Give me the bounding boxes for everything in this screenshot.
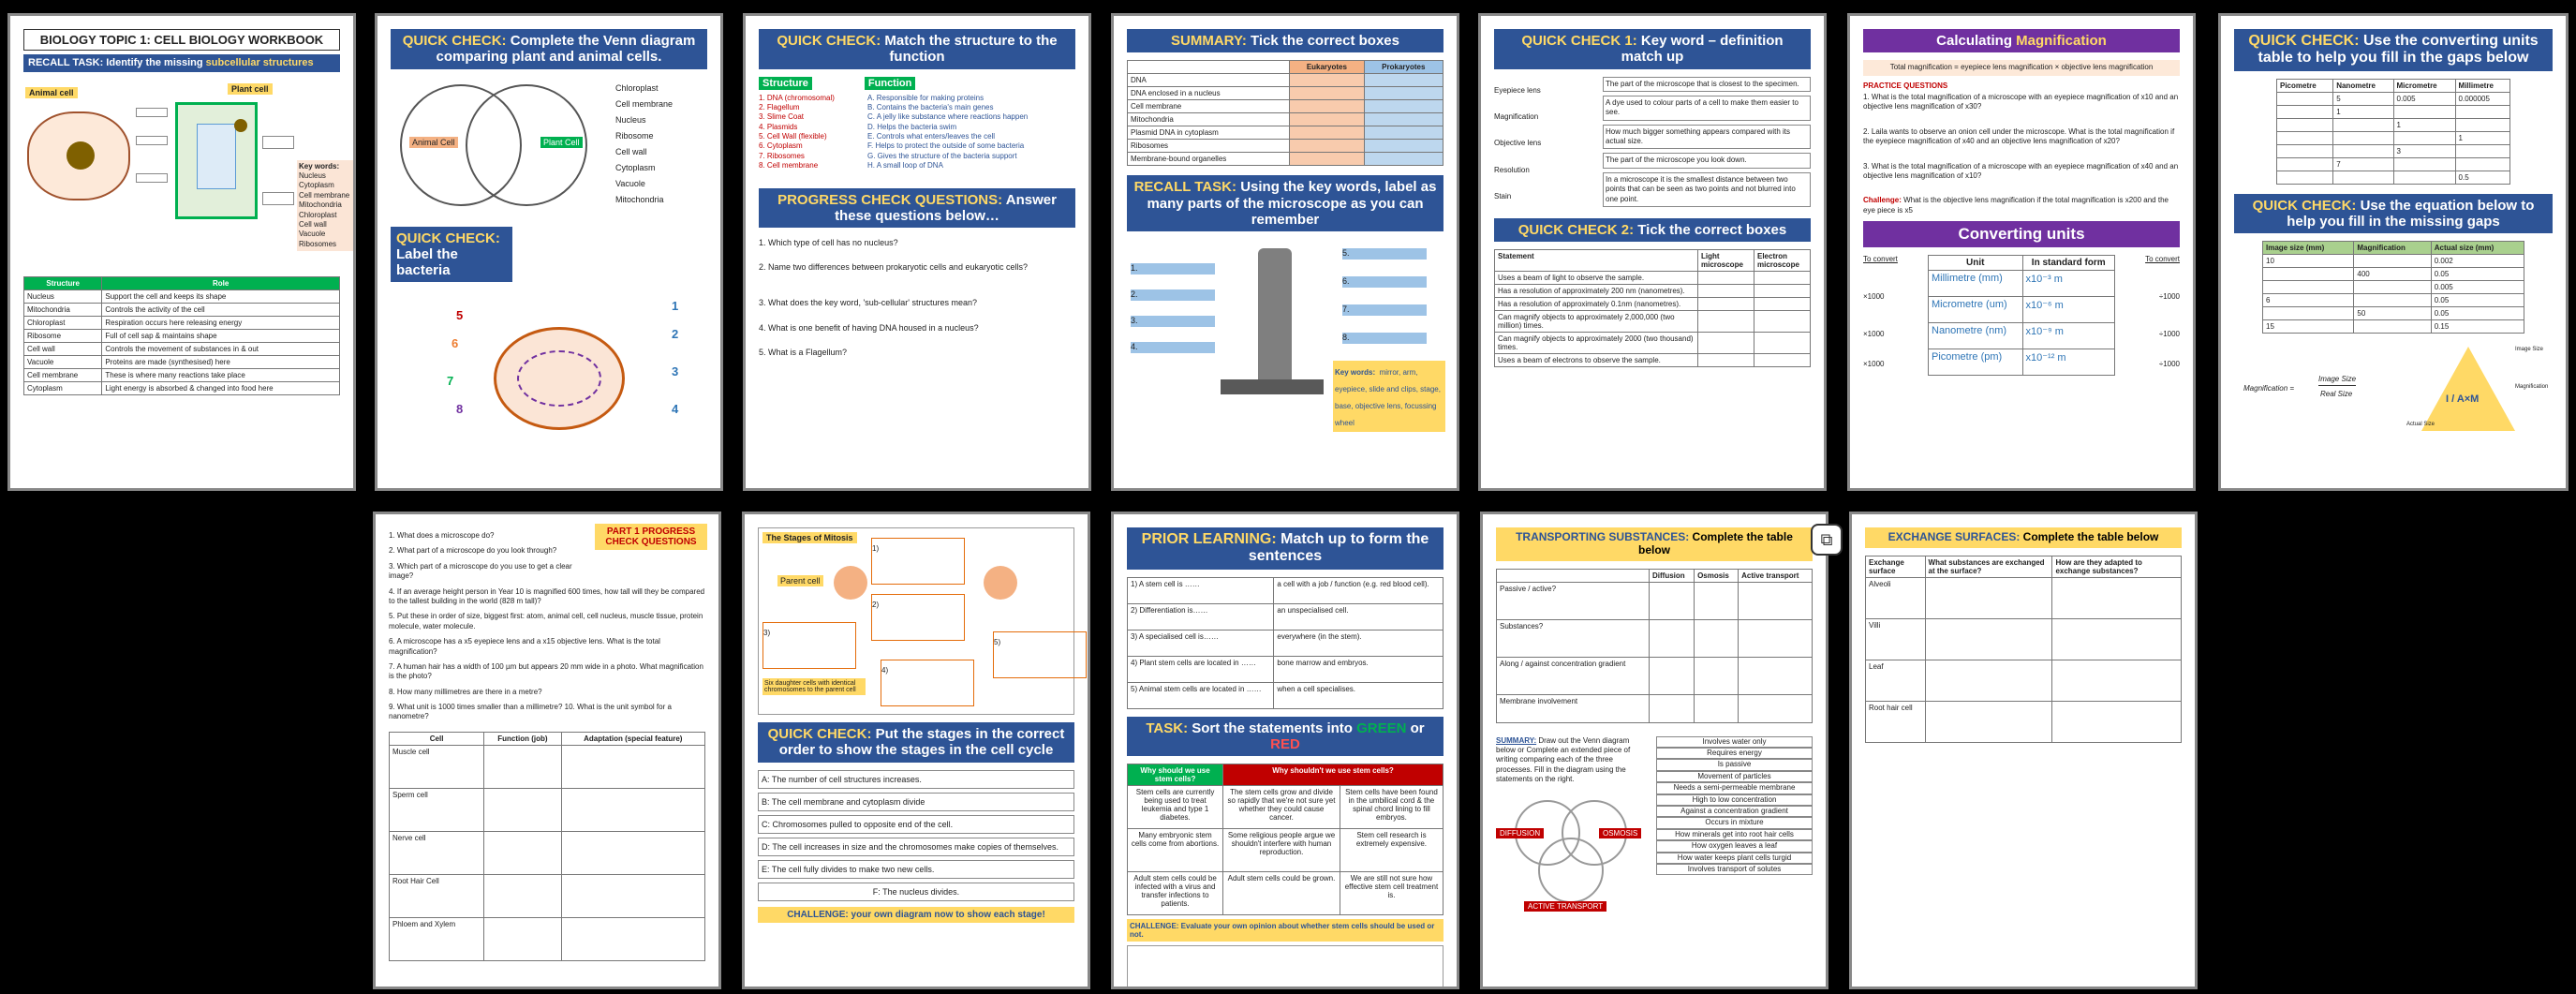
worksheet-page-7 bbox=[2218, 13, 2569, 491]
microscope-keywords: Key words: mirror, arm, eyepiece, slide and clips, stage, base, objective lens, focussing wheel bbox=[1333, 361, 1445, 432]
magnification-formula: Total magnification = eyepiece lens magnification × objective lens magnification bbox=[1863, 60, 2180, 75]
app-icon[interactable] bbox=[1811, 524, 1843, 556]
mitosis-diagram: The Stages of Mitosis Parent cell 1) 2) 3) 4) 5) Six daughter cells with identical chromosomes to the parent cell bbox=[758, 527, 1074, 715]
recall-task-header: RECALL TASK: Identify the missing subcellular structures bbox=[23, 54, 340, 72]
match-columns: 1. DNA (chromosomal) 2. Flagellum 3. Slime Coat 4. Plasmids 5. Cell Wall (flexible) 6. Cytoplasm 7. Ribosomes 8. Cell membrane A. Responsible for making proteins B. Contains the bacteria's main genes C. A jelly like substance where reactions happen D. Helps the bacteria swim E. Controls what enters/leaves the cell F. Helps to protect the outside of some bacteria G. Gives the structure of the bacteria support H. A small loop of DNA bbox=[759, 93, 1029, 171]
venn-plant-label: Plant Cell bbox=[540, 137, 583, 148]
cell-diagrams bbox=[23, 80, 350, 248]
worksheet-page-6: Calculating Magnification Total magnification = eyepiece lens magnification × objective lens magnification PRACTICE QUESTIONS 1. What is the total magnification of a microscope with an eyepiece magnification of x10 and an objective lens magnification of x30? 2. Laila wants to observe an onion cell under the microscope. What is the total magnification if the eyepiece magnification of x40 and an objective lens magnification of x20? 3. What is the total magnification of a microscope with an eyepiece magnification of x40 and an objective lens magnification of x10? Challenge: What is the objective lens magnification if the total magnification is x200 and the eye piece is x5 Converting units To convert To convert Unit In standard form Millimetre (mm) x10⁻³ m Micrometre (um) x10⁻⁶ m Nanometre (nm) x10⁻⁹ m Picometre (pm) x10⁻¹² m ×1000 ×1000 ×1000 ÷1000 ÷1000 ÷1000 bbox=[1847, 13, 2196, 491]
transport-table: Diffusion Osmosis Active transport Passive / active? Substances? Along / against concentration gradient Membrane involvement bbox=[1496, 569, 1813, 723]
structure-heading: Structure bbox=[759, 77, 812, 90]
stem-cell-challenge: CHALLENGE: Evaluate your own opinion about whether stem cells should be used or not. bbox=[1127, 919, 1443, 942]
transport-venn: DIFFUSION OSMOSIS ACTIVE TRANSPORT bbox=[1496, 791, 1651, 912]
venn-animal-label: Animal Cell bbox=[409, 137, 458, 148]
page-title: BIOLOGY TOPIC 1: CELL BIOLOGY WORKBOOK bbox=[23, 29, 340, 51]
units-gaps-header: QUICK CHECK: Use the converting units table to help you fill in the gaps below bbox=[2234, 29, 2553, 71]
eukaryote-prokaryote-table: Eukaryotes Prokaryotes DNA DNA enclosed in a nucleus Cell membrane Mitochondria Plasmid DNA in cytoplasm Ribosomes Membrane-bound organelles bbox=[1127, 60, 1443, 166]
bacteria-diagram: 1 2 3 4 5 6 7 8 bbox=[391, 289, 707, 486]
stem-cell-table: Why should we use stem cells? Why shouldn't we use stem cells? Stem cells are currently being used to treat leukemia and type 1 diabetes. The stem cells grow and divide so rapidly that we're not sure yet whether they could cause cancer. Stem cells have been found in the umbilical cord & the spinal chord lining to fill embryos. Many embryonic stem cells come from abortions. Some religious people argue we shouldn't interfere with human reproduction. Stem cell research is extremely expensive. Adult stem cells could be infected with a virus and transfer infections to patients. Adult stem cells could be grown. We are still not sure how effective stem cell treatment is. bbox=[1127, 764, 1443, 915]
transport-header: TRANSPORTING SUBSTANCES: Complete the table below bbox=[1496, 527, 1813, 561]
sort-header: TASK: Sort the statements into GREEN or RED bbox=[1127, 717, 1443, 757]
cell-cycle-header: QUICK CHECK: Put the stages in the correct order to show the stages in the cell cycle bbox=[758, 722, 1074, 763]
sentence-match-table: 1) A stem cell is …… a cell with a job / function (e.g. red blood cell). 2) Differentiation is…… an unspecialised cell. 3) A specialised cell is…… everywhere (in the stem). 4) Plant stem cells are located in …… bone marrow and embryos. 5) Animal stem cells are located in …… when a cell specialises. bbox=[1127, 577, 1443, 709]
bacteria-header: QUICK CHECK: Label the bacteria bbox=[391, 227, 512, 283]
venn-header: QUICK CHECK: Complete the Venn diagram comparing plant and animal cells. bbox=[391, 29, 707, 69]
match-header: QUICK CHECK: Match the structure to the function bbox=[759, 29, 1075, 69]
worksheet-page-10 bbox=[1111, 512, 1459, 989]
worksheet-page-1 bbox=[7, 13, 356, 491]
progress-check-tag: PART 1 PROGRESS CHECK QUESTIONS bbox=[595, 524, 707, 550]
magnification-header: Calculating Magnification bbox=[1863, 29, 2180, 52]
worksheet-page-2 bbox=[375, 13, 723, 491]
structure-role-table: Structure Role Nucleus Support the cell and keeps its shape Mitochondria Controls the activity of the cell Chloroplast Respiration occurs here releasing energy Ribosome Full of cell sap & maintains shape Cell wall Controls the movement of substances in & out Vacuole Proteins are made (synthesised) here Cell membrane These is where many reactions take place Cytoplasm Light energy is absorbed & changed into food here bbox=[23, 276, 340, 395]
plant-cell-drawing bbox=[175, 102, 258, 219]
microscope-diagram: 1. 2. 3. 4. 5. 6. 7. 8. Key words: mirror, arm, eyepiece, slide and clips, stage, base, objective lens, focussing wheel bbox=[1127, 239, 1443, 408]
converting-units-header: Converting units bbox=[1863, 221, 2180, 247]
animal-cell-label: Animal cell bbox=[25, 87, 78, 98]
worksheet-page-4 bbox=[1111, 13, 1459, 491]
prior-learning-header: PRIOR LEARNING: Match up to form the sentences bbox=[1127, 527, 1443, 570]
worksheet-page-8: PART 1 PROGRESS CHECK QUESTIONS 1. What does a microscope do? 2. What part of a microscope do you look through? 3. Which part of a microscope do you use to get a clear image? 4. If an average height person in Year 10 is magnified 600 times, how tall will they be compared to the tallest building in the world (828 m tall)? 5. Put these in order of size, biggest first: atom, animal cell, cell nucleus, muscle tissue, protein molecule, water molecule. 6. A microscope has a x5 eyepiece lens and a x15 objective lens. What is the total magnification? 7. A human hair has a width of 100 µm but appears 20 mm wide in a photo. What magnification is the photo? 8. How many millimetres are there in a metre? 9. What unit is 1000 times smaller than a millimetre? 10. What is the unit symbol for a nanometre? Cell Function (job) Adaptation (special feature) Muscle cell Sperm cell Nerve cell Root Hair Cell Phloem and Xylem bbox=[373, 512, 721, 989]
transport-statements: Involves water only Requires energy Is passive Movement of particles Needs a semi-permeable membrane High to low concentration Against a concentration gradient Occurs in mixture How minerals get into root hair cells How oxygen leaves a leaf How water keeps plant cells turgid Involves transport of solutes bbox=[1656, 736, 1813, 912]
venn-word-list: Chloroplast Cell membrane Nucleus Ribosome Cell wall Cytoplasm Vacuole Mitochondria bbox=[615, 82, 674, 205]
worksheet-page-12 bbox=[1849, 512, 2198, 989]
mitosis-challenge: CHALLENGE: your own diagram now to show each stage! bbox=[758, 907, 1074, 923]
exchange-header: EXCHANGE SURFACES: Complete the table below bbox=[1865, 527, 2182, 548]
formula-triangle bbox=[2421, 347, 2515, 431]
progress-header: PROGRESS CHECK QUESTIONS: Answer these questions below… bbox=[759, 188, 1075, 229]
recall-microscope-header: RECALL TASK: Using the key words, label as many parts of the microscope as you can remember bbox=[1127, 175, 1443, 231]
worksheet-page-5: QUICK CHECK 1: Key word – definition match up Eyepiece lens Magnification Objective lens Resolution Stain The part of the microscope that is closest to the specimen. A dye used to colour parts of a cell to make them easier to see. How much bigger something appears compared with its actual size. The part of the microscope you look down. In a microscope it is the smallest distance between two points that can be seen as two points and not blurred into one point. QUICK CHECK 2: Tick the correct boxes Statement Light microscope Electron microscope Uses a beam of light to observe the sample. Has a resolution of approximately 200 nm (nanometres). Has a resolution of approximately 0.1nm (nanometres). Can magnify objects to approximately 2,000,000 (two million) times. Can magnify objects to approximately 2000 (two thousand) times. Uses a beam of electrons to observe the sample. bbox=[1478, 13, 1827, 491]
cell-adaptations-table: Cell Function (job) Adaptation (special feature) Muscle cell Sperm cell Nerve cell Root Hair Cell Phloem and Xylem bbox=[389, 732, 705, 961]
animal-cell-drawing bbox=[27, 111, 130, 200]
microscope-comparison-table: Statement Light microscope Electron microscope Uses a beam of light to observe the sample. Has a resolution of approximately 200 nm (nanometres). Has a resolution of approximately 0.1nm (nanometres). Can magnify objects to approximately 2,000,000 (two million) times. Can magnify objects to approximately 2000 (two thousand) times. Uses a beam of electrons to observe the sample. bbox=[1494, 249, 1811, 367]
tick-boxes-header: QUICK CHECK 2: Tick the correct boxes bbox=[1494, 218, 1811, 242]
plant-cell-label: Plant cell bbox=[228, 83, 273, 95]
venn-diagram bbox=[391, 77, 707, 227]
magnification-equation: Magnification = Image Size Real Size I / A×M Image Size Actual Size Magnification bbox=[2234, 337, 2553, 440]
worksheet-page-9: The Stages of Mitosis Parent cell 1) 2) 3) 4) 5) Six daughter cells with identical chromosomes to the parent cell QUICK CHECK: Put the stages in the correct order to show the stages in the cell cycle A: The number of cell structures increases. B: The cell membrane and cytoplasm divide C: Chromosomes pulled to opposite end of the cell. D: The cell increases in size and the chromosomes make copies of themselves. E: The cell fully divides to make two new cells. F: The nucleus divides. CHALLENGE: your own diagram now to show each stage! bbox=[742, 512, 1090, 989]
summary-header: SUMMARY: Tick the correct boxes bbox=[1127, 29, 1443, 52]
key-words-box: Key words: Nucleus Cytoplasm Cell membrane Mitochondria Chloroplast Cell wall Vacuole Ribosomes bbox=[297, 160, 356, 252]
unit-conversion-table: Picometre Nanometre Micrometre Millimetre 5 0.005 0.000005 1 1 1 3 7 0.5 bbox=[2276, 79, 2510, 185]
keyword-match-header: QUICK CHECK 1: Key word – definition match up bbox=[1494, 29, 1811, 69]
worksheet-page-11: TRANSPORTING SUBSTANCES: Complete the table below Diffusion Osmosis Active transport Passive / active? Substances? Along / against concentration gradient Membrane involvement SUMMARY: Draw out the Venn diagram below or Complete an extended piece of writing comparing each of the three processes. Fill in the diagram using the statements on the right. DIFFUSION OSMOSIS ACTIVE TRANSPORT Involves water only Requires energy Is passive Movement of particles Needs a semi-permeable membrane High to low concentration Against a concentration gradient Occurs in mixture How minerals get into root hair cells How oxygen leaves a leaf How water keeps plant cells turgid Involves transport of solutes bbox=[1480, 512, 1828, 989]
units-table-wrap: To convert To convert Unit In standard form Millimetre (mm) x10⁻³ m Micrometre (um) x10⁻⁶ m Nanometre (nm) x10⁻⁹ m Picometre (pm) x10⁻¹² m ×1000 ×1000 ×1000 ÷1000 ÷1000 ÷1000 bbox=[1863, 255, 2180, 376]
function-heading: Function bbox=[865, 77, 915, 90]
worksheet-page-3: QUICK CHECK: Match the structure to the function Structure Function 1. DNA (chromosomal) 2. Flagellum 3. Slime Coat 4. Plasmids 5. Cell Wall (flexible) 6. Cytoplasm 7. Ribosomes 8. Cell membrane A. Responsible for making proteins B. Contains the bacteria's main genes C. A jelly like substance where reactions happen D. Helps the bacteria swim E. Controls what enters/leaves the cell F. Helps to protect the outside of some bacteria G. Gives the structure of the bacteria support H. A small loop of DNA PROGRESS CHECK QUESTIONS: Answer these questions below… 1. Which type of cell has no nucleus? 2. Name two differences between prokaryotic cells and eukaryotic cells? 3. What does the key word, 'sub-cellular' structures mean? 4. What is one benefit of having DNA housed in a nucleus? 5. What is a Flagellum? bbox=[743, 13, 1091, 491]
magnification-table: Image size (mm) Magnification Actual size (mm) 10 0.002 400 0.05 0.005 6 0.05 50 0.05 15 0.15 bbox=[2262, 241, 2524, 334]
magnification-gaps-header: QUICK CHECK: Use the equation below to help you fill in the missing gaps bbox=[2234, 194, 2553, 234]
exchange-surfaces-table: Exchange surface What substances are exchanged at the surface? How are they adapted to exchange substances? Alveoli Villi Leaf Root hair cell bbox=[1865, 556, 2182, 743]
copilot-icon: ⧉ bbox=[1820, 529, 1833, 549]
units-table: Unit In standard form Millimetre (mm) x10⁻³ m Micrometre (um) x10⁻⁶ m Nanometre (nm) x10⁻⁹ m Picometre (pm) x10⁻¹² m bbox=[1928, 255, 2115, 376]
